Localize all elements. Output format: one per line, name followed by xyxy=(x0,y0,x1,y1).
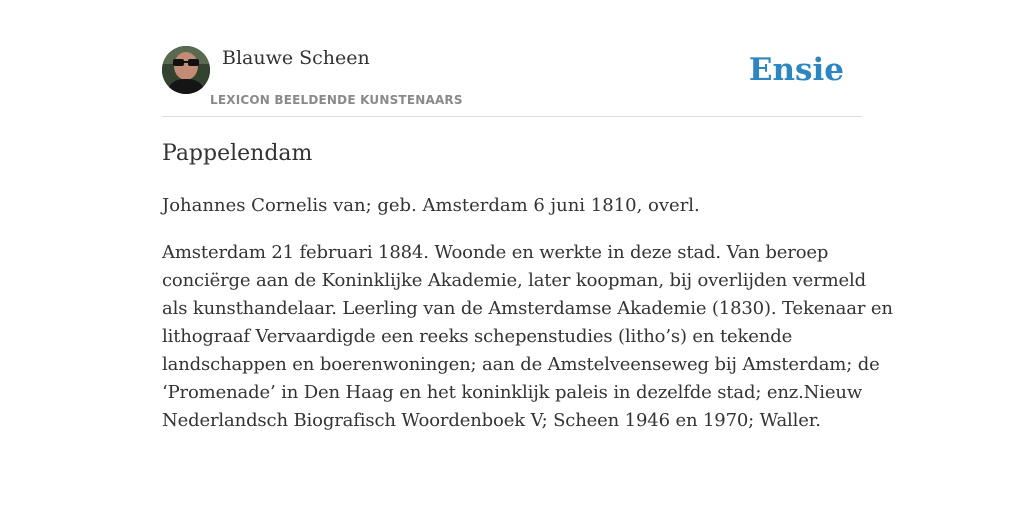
paragraph-line: Amsterdam 21 februari 1884. Woonde en werkte in deze stad. Van beroep xyxy=(162,242,829,263)
ensie-logo[interactable]: Ensie xyxy=(748,52,844,88)
paragraph-line: landschappen en boerenwoningen; aan de Amstelveenseweg bij Amsterdam; de xyxy=(162,354,880,375)
paragraph-line: conciërge aan de Koninklijke Akademie, later koopman, bij overlijden vermeld xyxy=(162,270,867,291)
avatar-portrait-image xyxy=(162,46,210,94)
entry-title: Pappelendam xyxy=(162,141,313,166)
paragraph-line: Nederlandsch Biografisch Woordenboek V; Scheen 1946 en 1970; Waller. xyxy=(162,410,821,431)
category-label[interactable]: LEXICON BEELDENDE KUNSTENAARS xyxy=(210,93,463,107)
entry-header xyxy=(162,46,862,117)
entry-paragraph-2 xyxy=(162,239,893,435)
paragraph-line: als kunsthandelaar. Leerling van de Amsterdamse Akademie (1830). Tekenaar en xyxy=(162,298,893,319)
paragraph-line: ‘Promenade’ in Den Haag en het koninklijk paleis in dezelfde stad; enz.Nieuw xyxy=(162,382,863,403)
paragraph-line: lithograaf Vervaardigde een reeks schepenstudies (litho’s) en tekende xyxy=(162,326,793,347)
author-avatar[interactable] xyxy=(162,46,210,94)
author-name[interactable]: Blauwe Scheen xyxy=(222,47,370,69)
entry-paragraph-1: Johannes Cornelis van; geb. Amsterdam 6 juni 1810, overl. xyxy=(162,195,700,216)
